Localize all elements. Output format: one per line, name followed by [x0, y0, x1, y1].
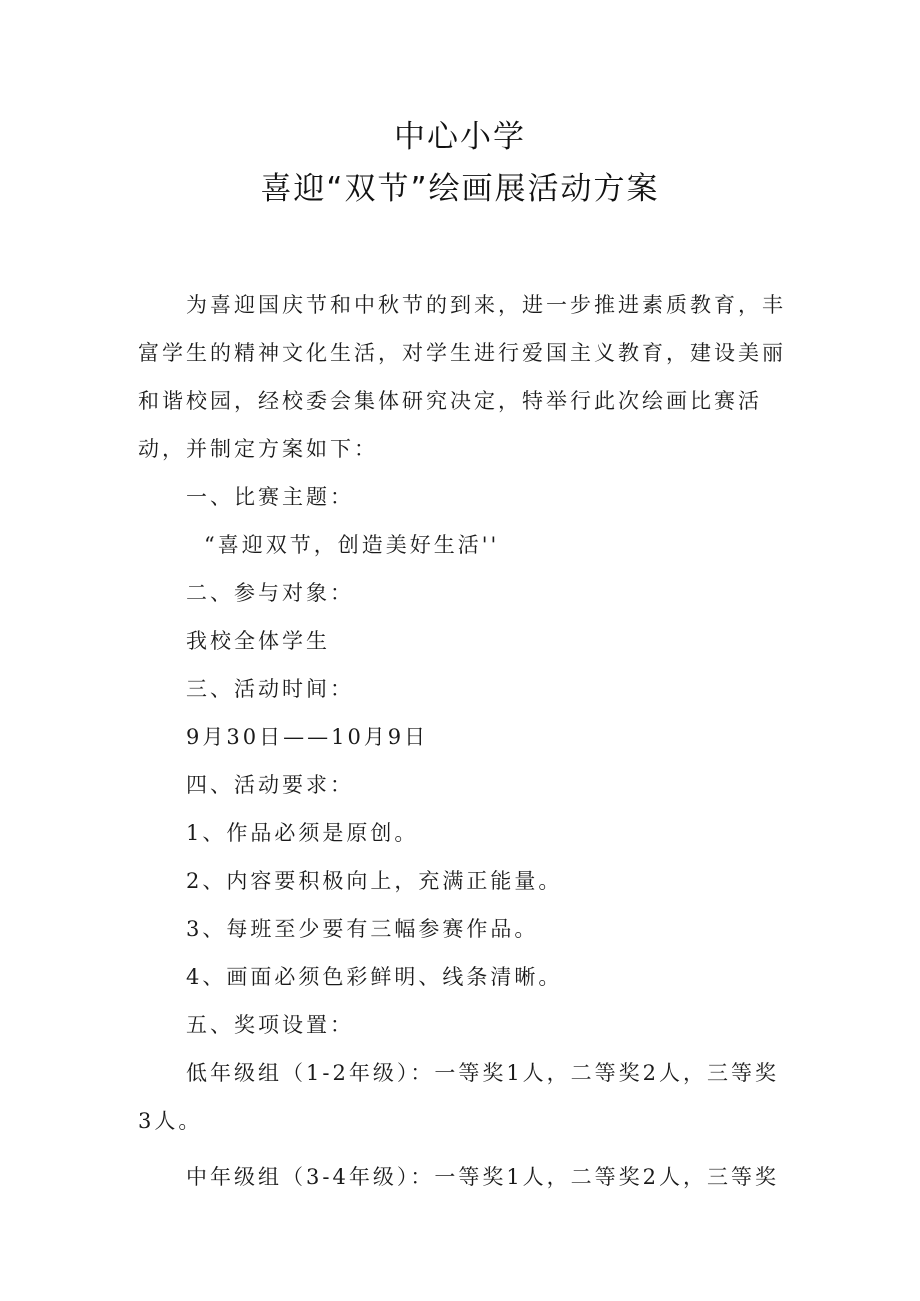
intro-line-2: 富学生的精神文化生活，对学生进行爱国主义教育，建设美丽: [138, 341, 786, 365]
intro-line-3: 和谐校园，经校委会集体研究决定，特举行此次绘画比赛活: [138, 389, 762, 413]
section-1-heading: 一、比赛主题：: [186, 485, 354, 509]
section-2-content: 我校全体学生: [186, 629, 330, 653]
section-3-content: 9月30日——10月9日: [186, 725, 429, 749]
section-1-content: “喜迎双节，创造美好生活'': [204, 533, 500, 557]
requirement-item-2: 2、内容要积极向上，充满正能量。: [186, 869, 563, 893]
document-title: 喜迎“双节”绘画展活动方案: [260, 171, 660, 207]
section-3-heading: 三、活动时间：: [186, 677, 354, 701]
section-4-heading: 四、活动要求：: [186, 773, 354, 797]
section-2-heading: 二、参与对象：: [186, 581, 354, 605]
award-low-grade-line-2: 3人。: [138, 1109, 203, 1133]
requirement-item-1: 1、作品必须是原创。: [186, 821, 419, 845]
requirement-item-4: 4、画面必须色彩鲜明、线条清晰。: [186, 965, 563, 989]
intro-line-1: 为喜迎国庆节和中秋节的到来，进一步推进素质教育，丰: [186, 293, 786, 317]
intro-line-4: 动，并制定方案如下：: [138, 437, 378, 461]
section-5-heading: 五、奖项设置：: [186, 1013, 354, 1037]
award-mid-grade-line-1: 中年级组（3-4年级）：一等奖1人，二等奖2人，三等奖: [186, 1165, 780, 1189]
award-low-grade-line-1: 低年级组（1-2年级）：一等奖1人，二等奖2人，三等奖: [186, 1061, 780, 1085]
requirement-item-3: 3、每班至少要有三幅参赛作品。: [186, 917, 539, 941]
school-name: 中心小学: [394, 119, 526, 155]
